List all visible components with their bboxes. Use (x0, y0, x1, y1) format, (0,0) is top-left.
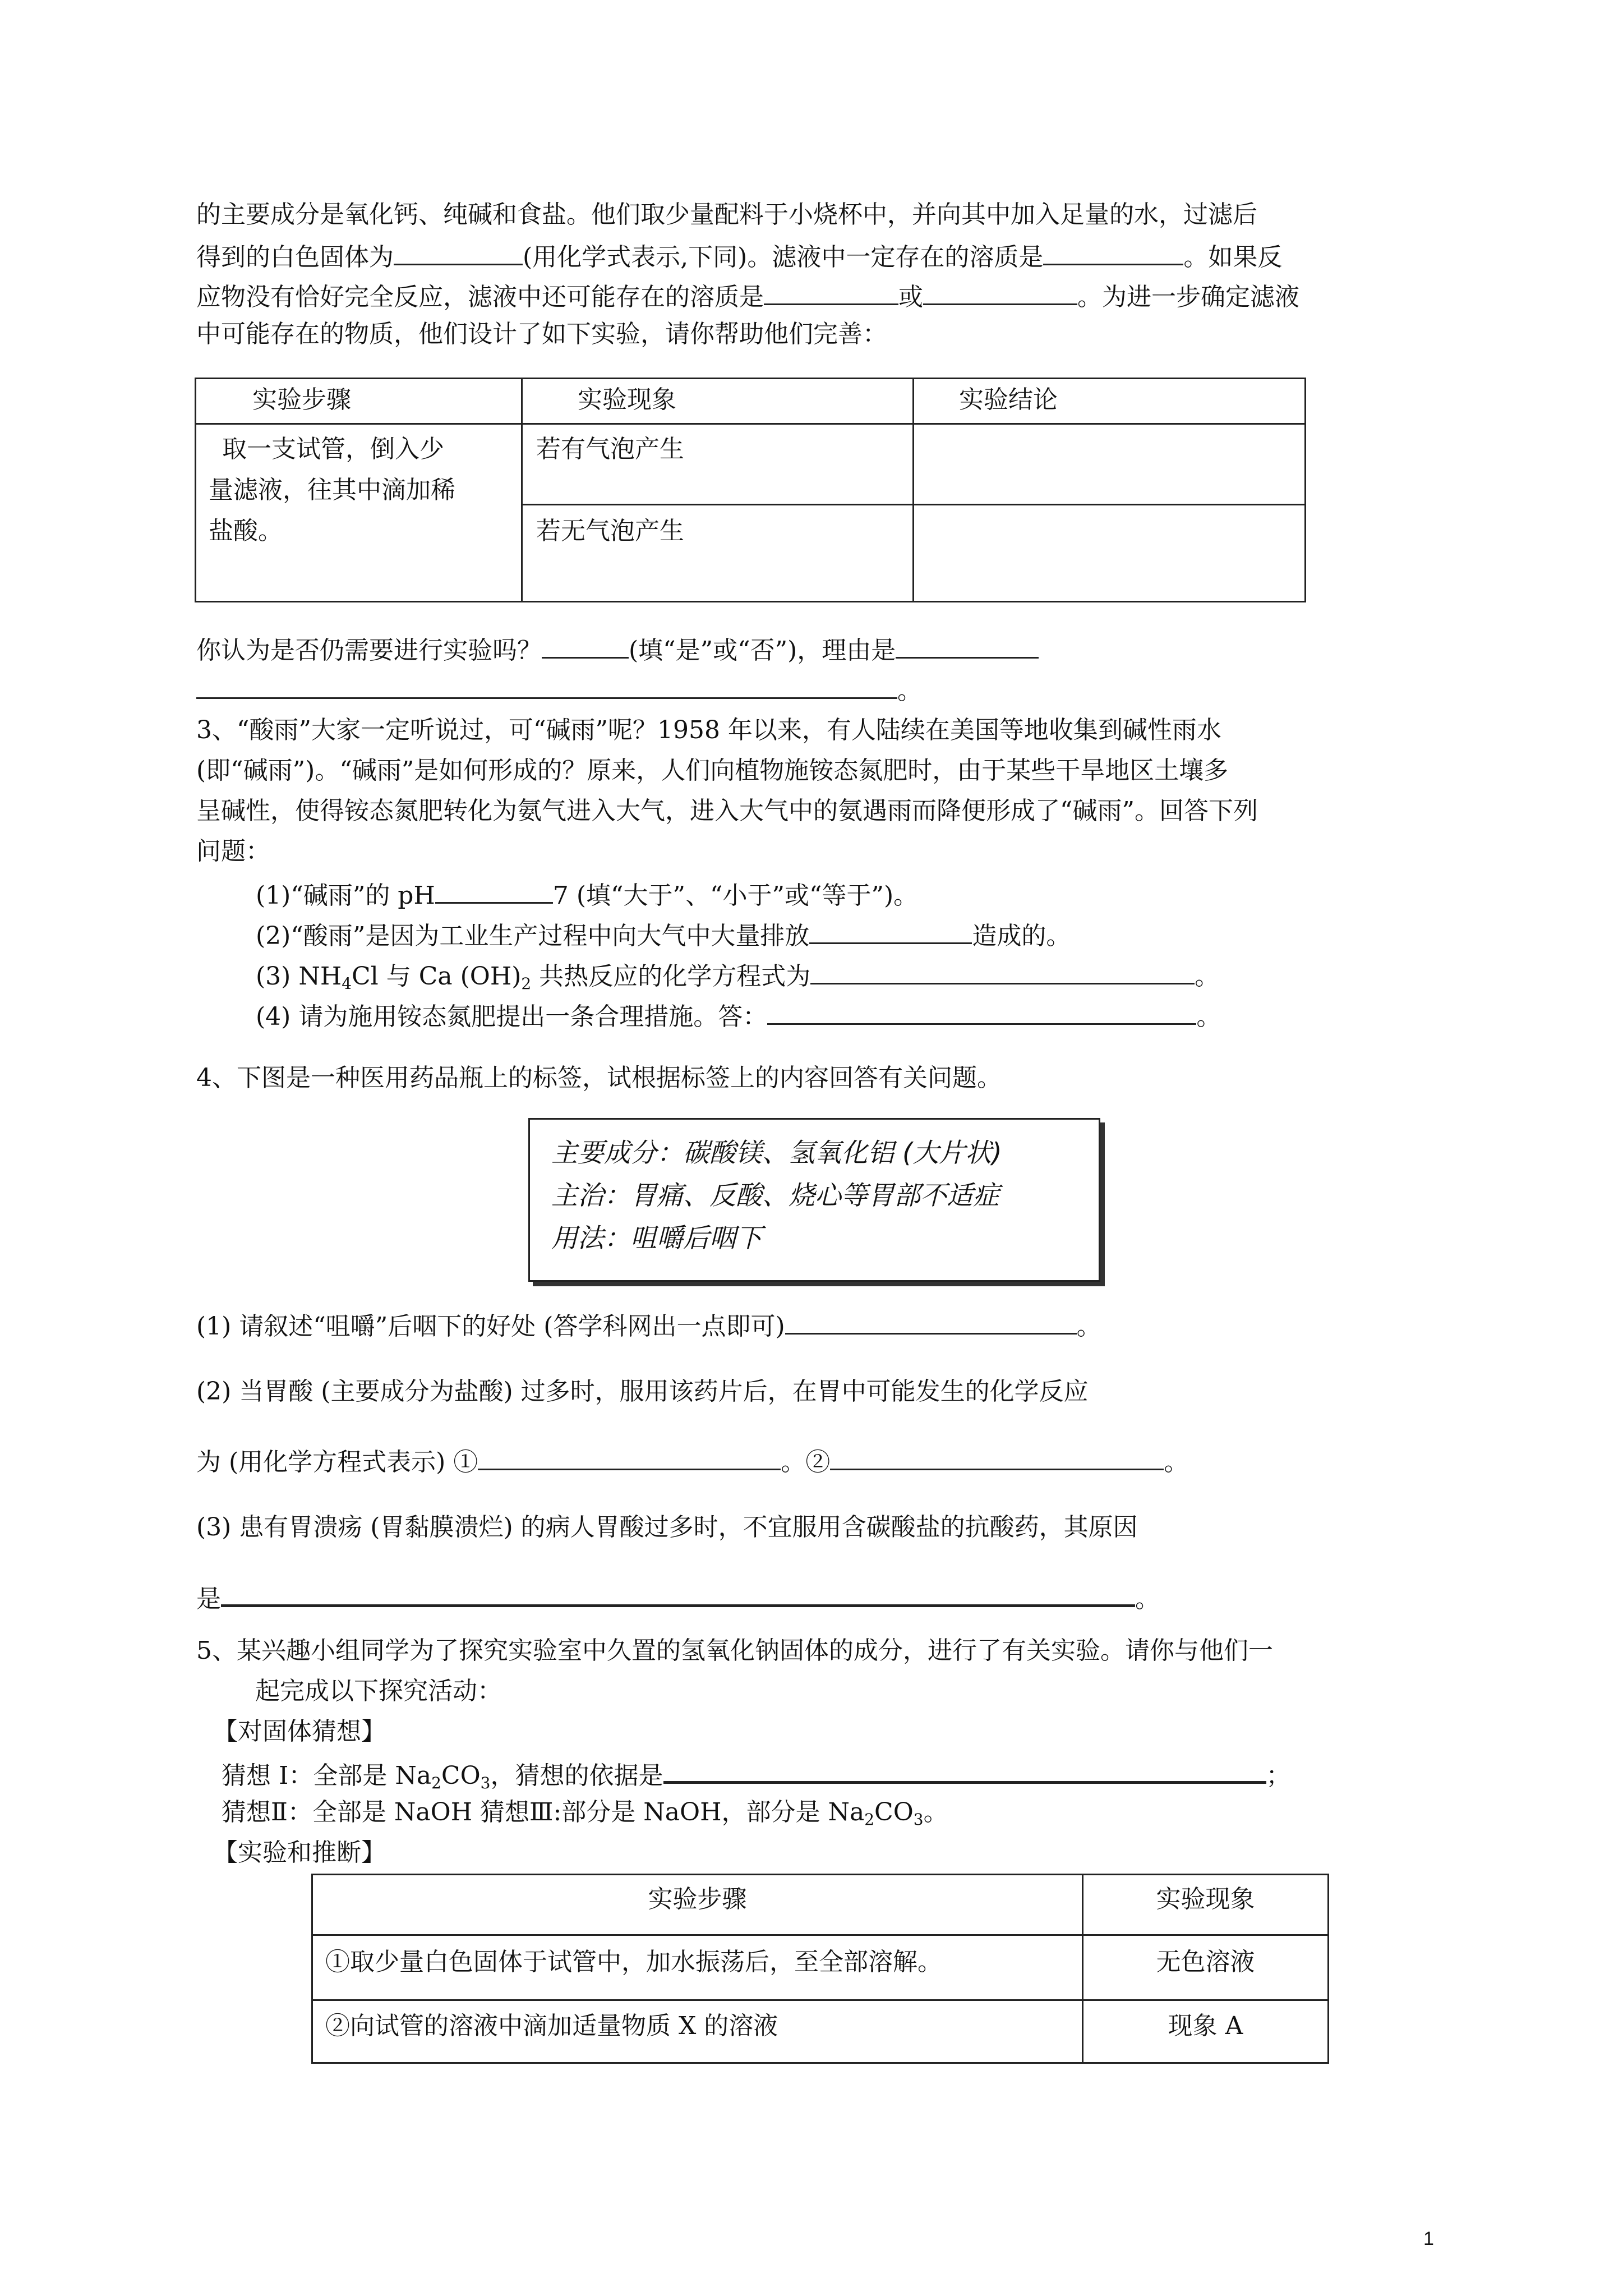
answer-blank[interactable] (663, 1760, 1266, 1784)
section-heading: 【实验和推断】 (213, 1838, 386, 1867)
label-line: 用法：咀嚼后咽下 (551, 1223, 762, 1254)
table-rule (912, 379, 914, 601)
answer-blank[interactable] (542, 636, 629, 659)
experiment-table-1 (195, 378, 1306, 602)
answer-blank[interactable] (830, 1447, 1164, 1470)
answer-blank[interactable] (196, 676, 897, 699)
q4-part-2-equations: 为 (用化学方程式表示) ① 。② 。 (196, 1448, 1189, 1476)
conclusion-cell[interactable] (920, 509, 1301, 593)
step-text: 量滤液，往其中滴加稀 (209, 476, 455, 504)
guess-1: 猜想 I：全部是 $Na_2CO_3$，猜想的依据是 ； (222, 1760, 1291, 1791)
q4-intro: 4、下图是一种医用药品瓶上的标签，试根据标签上的内容回答有关问题。 (196, 1064, 1002, 1092)
q4-part-3: (3) 患有胃溃疡 (胃黏膜溃烂) 的病人胃酸过多时，不宜服用含碳酸盐的抗酸药，其原因 (196, 1513, 1138, 1542)
medicine-label (528, 1118, 1100, 1282)
label-line: 主要成分：碳酸镁、氢氧化铝 (大片状) (551, 1138, 1002, 1168)
phenomenon-text: 无色溶液 (1156, 1948, 1255, 1976)
answer-blank[interactable] (1043, 242, 1183, 265)
answer-blank[interactable] (435, 881, 553, 904)
label-line: 主治：胃痛、反酸、烧心等胃部不适症 (551, 1180, 999, 1211)
step-text: 盐酸。 (209, 517, 283, 545)
q3-sub-3: (3) $NH_4Cl$ 与 Ca $(OH)_2$ 共热反应的化学方程式为 。 (256, 962, 1220, 993)
q3-sub-1: (1)“碱雨”的 pH 7 (填“大于”、“小于”或“等于”)。 (256, 881, 919, 910)
table-rule (196, 423, 1304, 425)
intro-line-4: 中可能存在的物质，他们设计了如下实验，请你帮助他们完善： (196, 320, 887, 348)
answer-blank[interactable] (809, 921, 972, 944)
q3-line-3: 呈碱性，使得铵态氮肥转化为氨气进入大气，进入大气中的氨遇雨而降便形成了“碱雨”。回答下列 (196, 797, 1258, 825)
answer-blank[interactable] (767, 1002, 1196, 1025)
table-rule (313, 1934, 1327, 1936)
q3-line-4: 问题： (196, 837, 270, 866)
answer-blank[interactable] (764, 282, 898, 305)
q5-line-2: 起完成以下探究活动： (255, 1677, 502, 1705)
guess-2-3: 猜想Ⅱ：全部是 NaOH 猜想Ⅲ:部分是 NaOH，部分是 $Na_2CO_3$。 (222, 1798, 948, 1829)
table-rule (313, 1999, 1327, 2001)
table-header: 实验现象 (1156, 1885, 1255, 1913)
q4-part-2: (2) 当胃酸 (主要成分为盐酸) 过多时，服用该药片后，在胃中可能发生的化学反应 (196, 1377, 1089, 1406)
conclusion-cell[interactable] (920, 430, 1301, 497)
step-text: ②向试管的溶液中滴加适量物质 X 的溶液 (325, 2012, 778, 2040)
phenomenon-text: 若有气泡产生 (536, 435, 684, 463)
experiment-table-2 (311, 1874, 1329, 2064)
table-header: 实验现象 (578, 385, 676, 414)
section-heading: 【对固体猜想】 (213, 1717, 386, 1746)
answer-blank[interactable] (221, 1583, 1135, 1607)
table-rule (521, 379, 523, 601)
answer-blank[interactable] (785, 1312, 1077, 1335)
answer-blank[interactable] (896, 636, 1039, 659)
table-header: 实验步骤 (252, 385, 351, 414)
answer-blank[interactable] (923, 282, 1077, 305)
q5-line-1: 5、某兴趣小组同学为了探究实验室中久置的氢氧化钠固体的成分，进行了有关实验。请你与他们一 (196, 1636, 1273, 1665)
question-line: 你认为是否仍需要进行实验吗？ (填“是”或“否”)，理由是 (196, 636, 1039, 663)
table-header: 实验步骤 (648, 1885, 747, 1913)
q3-sub-4: (4) 请为施用铵态氮肥提出一条合理措施。答： 。 (256, 1002, 1221, 1031)
phenomenon-text: 若无气泡产生 (536, 517, 684, 545)
intro-line-1: 的主要成分是氧化钙、纯碱和食盐。他们取少量配料于小烧杯中，并向其中加入足量的水，过滤后 (196, 200, 1257, 229)
phenomenon-text: 现象 A (1168, 2012, 1243, 2040)
answer-blank[interactable] (394, 242, 523, 265)
question-line: 。 (196, 676, 922, 703)
q4-part-1: (1) 请叙述“咀嚼”后咽下的好处 (答学科网出一点即可) 。 (196, 1312, 1101, 1341)
step-text: ①取少量白色固体于试管中，加水振荡后，至全部溶解。 (325, 1948, 942, 1976)
step-text: 取一支试管，倒入少 (222, 435, 444, 463)
table-header: 实验结论 (959, 385, 1058, 414)
answer-blank[interactable] (478, 1447, 781, 1470)
intro-line-2: 得到的白色固体为 (用化学式表示,下同)。滤液中一定存在的溶质是 。如果反 (196, 243, 1283, 272)
intro-line-3: 应物没有恰好完全反应，滤液中还可能存在的溶质是 或 。为进一步确定滤液 (196, 283, 1299, 311)
q4-part-3-answer: 是 。 (196, 1583, 1160, 1612)
q3-line-1: 3、“酸雨”大家一定听说过，可“碱雨”呢？1958 年以来，有人陆续在美国等地收集到碱性雨水 (196, 716, 1221, 744)
page-number: 1 (1423, 2228, 1434, 2249)
q3-sub-2: (2)“酸雨”是因为工业生产过程中向大气中大量排放 造成的。 (256, 922, 1071, 950)
answer-blank[interactable] (810, 961, 1195, 984)
q3-line-2: (即“碱雨”)。“碱雨”是如何形成的？原来，人们向植物施铵态氮肥时，由于某些干旱地区土壤多 (196, 756, 1229, 785)
